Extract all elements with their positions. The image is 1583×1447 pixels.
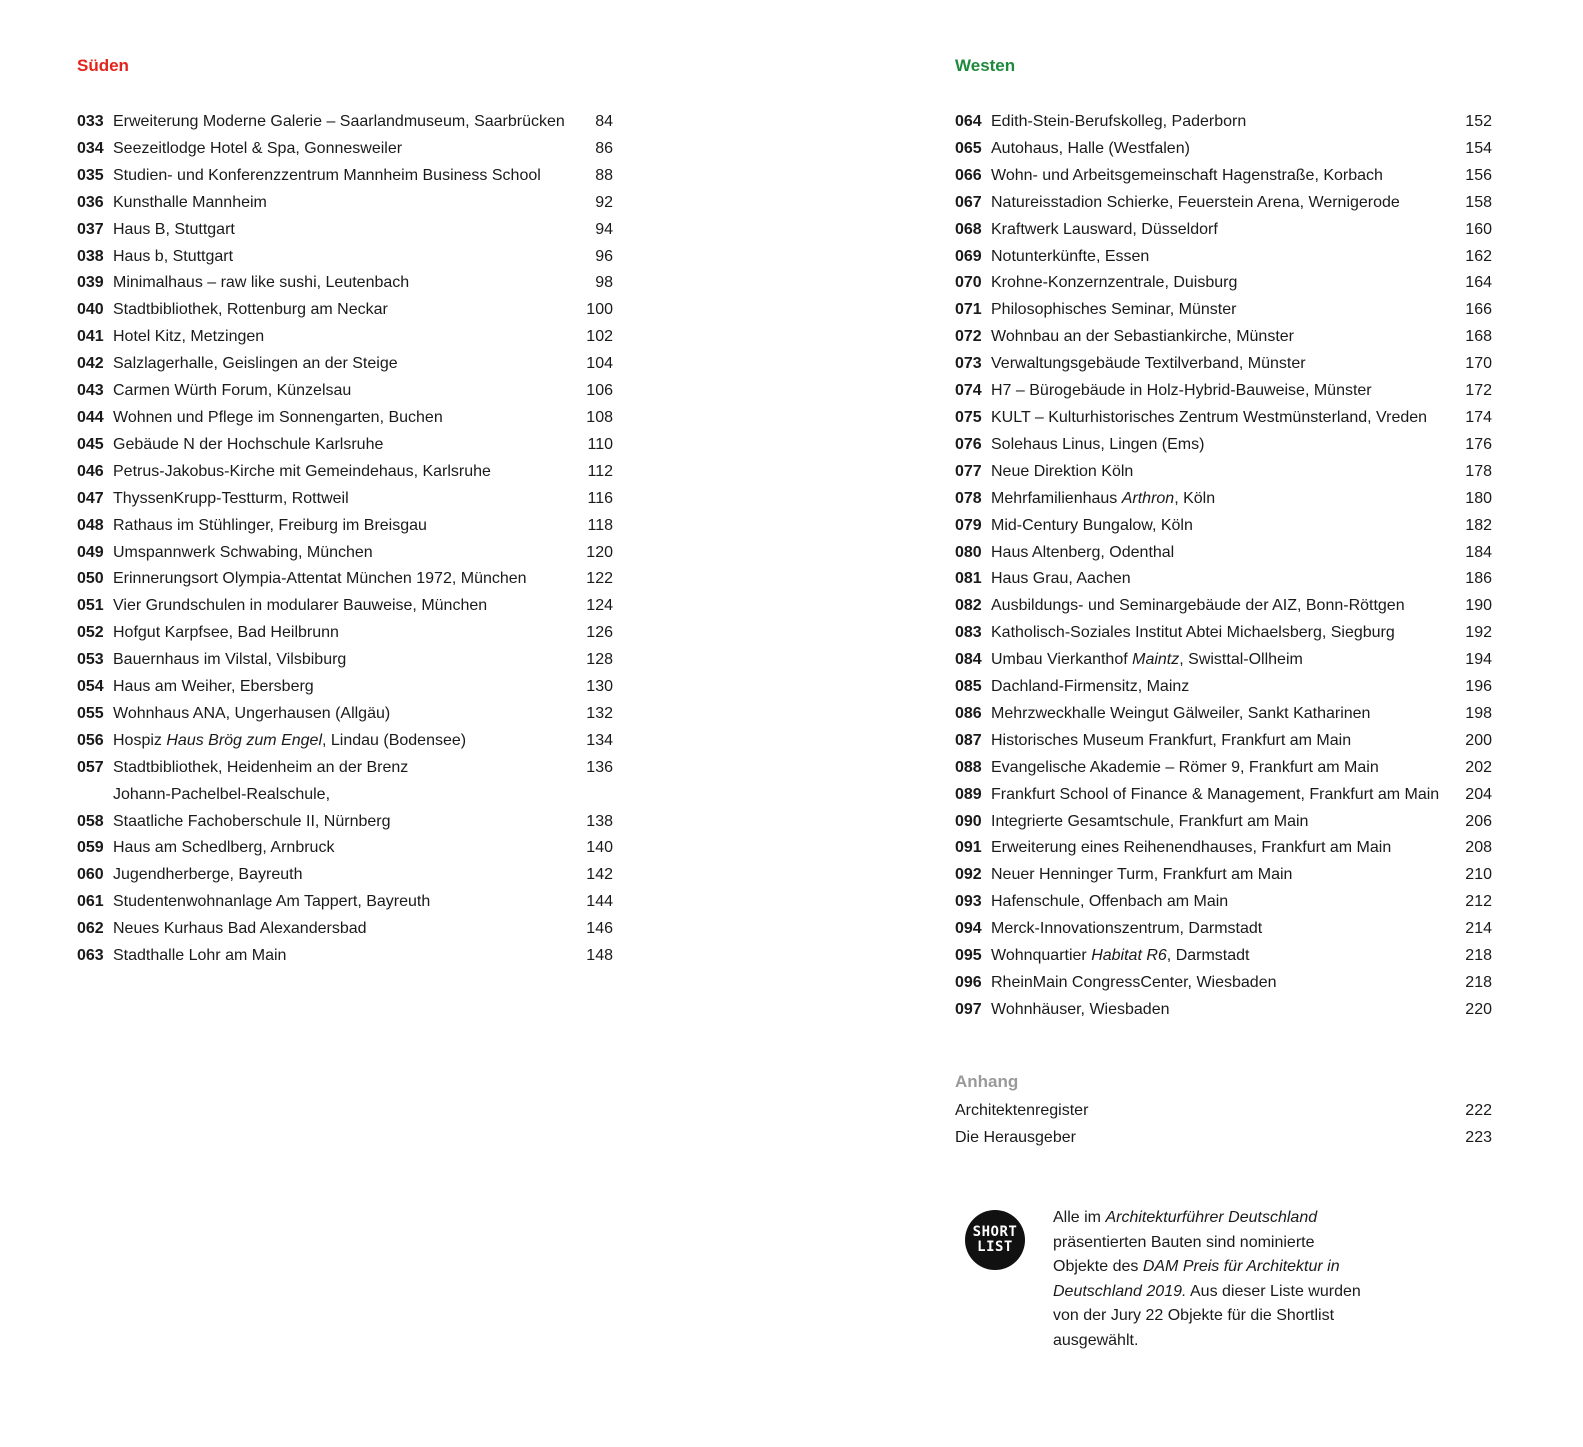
entry-page-number: 176 [1465,435,1492,453]
entry-number: 074 [955,382,982,400]
toc-entry [955,432,1492,459]
toc-entry [955,701,1492,728]
entry-title: Stadthalle Lohr am Main [113,947,287,965]
entry-page-number: 192 [1465,624,1492,642]
toc-entry [955,486,1492,513]
entry-title: Erinnerungsort Olympia-Attentat München 1972, München [113,570,527,588]
entry-title [991,943,1452,970]
toc-entry [955,835,1492,862]
toc-entry [955,916,1492,943]
entry-title: Verwaltungsgebäude Textilverband, Münster [991,355,1306,373]
entry-title: Wohnhäuser, Wiesbaden [991,1000,1170,1018]
entry-title: Historisches Museum Frankfurt, Frankfurt am Main [991,731,1352,749]
entry-title [113,728,573,755]
entry-title: Integrierte Gesamtschule, Frankfurt am Main [991,812,1309,830]
toc-entry [77,916,613,943]
entry-page-number: 170 [1465,355,1492,373]
toc-entry [955,728,1492,755]
entry-number: 053 [77,651,104,669]
entry-title: Merck-Innovationszentrum, Darmstadt [991,920,1263,938]
entry-title: Jugendherberge, Bayreuth [113,866,303,884]
entry-title: Petrus-Jakobus-Kirche mit Gemeindehaus, Karlsruhe [113,462,491,480]
toc-entry [955,190,1492,217]
entry-number: 048 [77,516,104,534]
toc-list-sueden [77,109,613,970]
entry-page-number: 218 [1465,974,1492,991]
entry-number: 090 [955,812,982,830]
entry-number: 045 [77,435,104,453]
entry-page-number: 164 [1465,274,1492,292]
entry-number: 046 [77,462,104,480]
toc-entry [955,647,1492,674]
entry-page-number: 112 [587,462,613,480]
entry-number: 056 [77,731,104,749]
entry-title-post: , Lindau (Bodensee) [322,731,467,749]
entry-page-number: 178 [1465,462,1492,480]
toc-entry [77,513,613,540]
entry-number: 058 [77,812,104,830]
entry-title [991,647,1452,674]
entry-page-number: 94 [595,220,613,238]
entry-title: Gebäude N der Hochschule Karlsruhe [113,435,384,453]
entry-title: Mid-Century Bungalow, Köln [991,516,1193,534]
entry-number: 075 [955,408,982,426]
toc-entry [77,755,613,782]
entry-number: 089 [955,785,982,803]
entry-number: 094 [955,920,982,938]
toc-entry [77,244,613,271]
entry-number: 084 [955,651,982,669]
toc-entry [955,809,1492,836]
toc-entry [77,943,613,970]
entry-title-post: , Köln [1174,489,1216,507]
entry-title: Vier Grundschulen in modularer Bauweise, München [113,597,488,615]
toc-entry [77,136,613,163]
entry-number: 073 [955,355,982,373]
entry-title: Natureisstadion Schierke, Feuerstein Arena, Wernigerode [991,193,1400,211]
entry-page-number: 86 [595,139,613,157]
shortlist-prize-name: DAM Preis für Architektur in Deutschland 2019. [1053,1258,1340,1300]
entry-number: 076 [955,435,982,453]
entry-page-number: 208 [1465,839,1492,857]
toc-entry [77,270,613,297]
entry-number: 086 [955,704,982,722]
entry-page-number: 140 [586,839,613,857]
entry-title: Krohne-Konzernzentrale, Duisburg [991,274,1238,292]
entry-number: 087 [955,731,982,749]
entry-title: Wohnen und Pflege im Sonnengarten, Buchen [113,408,443,426]
entry-number: 062 [77,920,104,938]
entry-page-number: 120 [586,543,613,561]
entry-number: 040 [77,301,104,319]
entry-number: 085 [955,678,982,696]
toc-entry [955,378,1492,405]
shortlist-text-part3: Aus dieser Liste wurden von der Jury 22 Objekte für die Shortlist ausgewählt. [1053,1282,1361,1349]
entry-title [991,486,1452,513]
toc-entry [955,889,1492,916]
toc-entry [77,782,613,836]
entry-title-pre: Hospiz [113,731,167,749]
entry-title: Mehrzweckhalle Weingut Gälweiler, Sankt Katharinen [991,704,1371,722]
toc-entry [955,620,1492,647]
toc-entry [77,728,613,755]
entry-number: 067 [955,193,982,211]
entry-page-number: 194 [1465,651,1492,669]
toc-entry [77,324,613,351]
entry-number: 047 [77,489,104,507]
entry-page-number: 186 [1465,570,1492,588]
entry-number: 091 [955,839,982,857]
entry-title: Katholisch-Soziales Institut Abtei Michaelsberg, Siegburg [991,624,1395,642]
entry-page-number: 128 [586,651,613,669]
shortlist-text-part2: präsentierten Bauten sind nominierte Objekte des [1053,1233,1315,1276]
entry-page-number: 154 [1465,139,1492,157]
toc-entry [955,270,1492,297]
toc-entry [955,997,1492,1024]
toc-entry [77,835,613,862]
entry-page-number: 110 [587,435,613,453]
entry-page-number: 168 [1465,328,1492,346]
entry-number: 049 [77,543,104,561]
entry-title-pre: Umbau Vierkanthof [991,651,1133,669]
entry-number: 038 [77,247,104,265]
shortlist-text [1053,1206,1363,1354]
entry-number: 061 [77,893,104,911]
toc-entry [77,217,613,244]
entry-title: Solehaus Linus, Lingen (Ems) [991,435,1205,453]
entry-page-number: 106 [586,382,613,400]
entry-page-number: 190 [1465,597,1492,615]
toc-entry [955,1125,1492,1152]
entry-number: 052 [77,624,104,642]
entry-title: Kunsthalle Mannheim [113,193,267,211]
toc-entry [955,324,1492,351]
entry-number: 060 [77,866,104,884]
entry-title: Stadtbibliothek, Rottenburg am Neckar [113,301,388,319]
entry-title-italic: Habitat R6 [1091,947,1167,965]
entry-page-number: 126 [586,624,613,642]
entry-page-number: 156 [1465,166,1492,184]
shortlist-book-title: Architekturführer Deutschland [1105,1209,1318,1226]
entry-title-post: , Swisttal-Ollheim [1179,651,1303,669]
entry-number: 050 [77,570,104,588]
entry-number: 042 [77,355,104,373]
entry-number: 065 [955,139,982,157]
entry-page-number: 206 [1465,812,1492,830]
toc-entry [77,432,613,459]
shortlist-badge-line2: LIST [977,1239,1013,1255]
entry-title: Neue Direktion Köln [991,462,1134,480]
entry-number: 059 [77,839,104,857]
toc-entry [77,620,613,647]
toc-entry [77,540,613,567]
entry-page-number: 118 [587,516,613,534]
entry-title: Hotel Kitz, Metzingen [113,328,265,346]
entry-title-post: , Darmstadt [1166,947,1250,965]
entry-title-pre: Mehrfamilienhaus [991,489,1122,507]
toc-entry [77,674,613,701]
entry-page-number: 158 [1465,193,1492,211]
toc-appendix [955,1072,1492,1152]
entry-number: 082 [955,597,982,615]
entry-number: 068 [955,220,982,238]
entry-title-italic: Arthron [1121,489,1175,507]
toc-entry [955,297,1492,324]
entry-page-number: 174 [1465,408,1492,426]
entry-title-line2: Staatliche Fachoberschule II, Nürnberg [113,812,391,830]
entry-title-italic: Haus Brög zum Engel [166,731,322,749]
toc-entry [955,1098,1492,1125]
entry-page-number: 220 [1465,1000,1492,1018]
entry-page-number: 182 [1465,516,1492,534]
entry-page-number: 124 [586,597,613,615]
entry-title: Wohnbau an der Sebastiankirche, Münster [991,328,1294,346]
entry-page-number: 212 [1465,893,1492,911]
toc-entry [955,513,1492,540]
entry-page-number: 223 [1465,1128,1492,1146]
entry-page-number: 108 [586,408,613,426]
entry-page-number: 148 [586,947,613,965]
entry-title: Hafenschule, Offenbach am Main [991,893,1229,911]
entry-number: 093 [955,893,982,911]
toc-entry [77,486,613,513]
entry-number: 081 [955,570,982,588]
entry-number: 078 [955,489,982,507]
entry-title: Bauernhaus im Vilstal, Vilsbiburg [113,651,347,669]
toc-entry [955,593,1492,620]
entry-number: 063 [77,947,104,965]
entry-title: Hofgut Karpfsee, Bad Heilbrunn [113,624,339,642]
entry-number: 054 [77,678,104,696]
entry-number: 064 [955,113,982,130]
entry-title: Stadtbibliothek, Heidenheim an der Brenz [113,758,409,776]
entry-page-number: 210 [1465,866,1492,884]
section-heading-sueden: Süden [77,56,129,75]
entry-page-number: 162 [1465,247,1492,265]
shortlist-badge-line1: SHORT [972,1224,1018,1240]
entry-page-number: 172 [1465,382,1492,400]
entry-page-number: 134 [586,731,613,749]
entry-page-number: 218 [1465,947,1492,965]
toc-entry [77,405,613,432]
entry-title-line1: Johann-Pachelbel-Realschule, [113,785,331,803]
entry-number: 097 [955,1000,982,1018]
entry-title: Haus Altenberg, Odenthal [991,543,1175,561]
toc-entry [955,782,1492,809]
entry-title: Dachland-Firmensitz, Mainz [991,678,1190,696]
entry-number: 037 [77,220,104,238]
entry-title: Minimalhaus – raw like sushi, Leutenbach [113,274,410,292]
toc-entry [77,459,613,486]
entry-page-number: 132 [586,704,613,722]
entry-title: Salzlagerhalle, Geislingen an der Steige [113,355,398,373]
entry-page-number: 202 [1465,758,1492,776]
entry-page-number: 198 [1465,704,1492,722]
toc-entry [955,136,1492,163]
entry-title: Seezeitlodge Hotel & Spa, Gonnesweiler [113,139,403,157]
entry-number: 096 [955,974,982,991]
entry-title: Wohn- und Arbeitsgemeinschaft Hagenstraße, Korbach [991,166,1383,184]
entry-title: Studien- und Konferenzzentrum Mannheim Business School [113,166,541,184]
entry-number: 036 [77,193,104,211]
entry-page-number: 160 [1465,220,1492,238]
toc-entry [955,217,1492,244]
entry-number: 043 [77,382,104,400]
entry-title: RheinMain CongressCenter, Wiesbaden [991,974,1277,991]
entry-page-number: 180 [1465,489,1492,507]
entry-number: 088 [955,758,982,776]
entry-title: Ausbildungs- und Seminargebäude der AIZ, Bonn-Röttgen [991,597,1405,615]
entry-page-number: 102 [586,328,613,346]
entry-page-number: 130 [586,678,613,696]
entry-number: 041 [77,328,104,346]
entry-number: 095 [955,947,982,965]
entry-title: KULT – Kulturhistorisches Zentrum Westmünsterland, Vreden [991,408,1428,426]
entry-title: Haus B, Stuttgart [113,220,235,238]
toc-entry [955,970,1492,997]
entry-page-number: 104 [586,355,613,373]
toc-entry [955,540,1492,567]
entry-number: 079 [955,516,982,534]
entry-title-pre: Wohnquartier [991,947,1092,965]
toc-entry [77,862,613,889]
entry-title: Haus b, Stuttgart [113,247,234,265]
toc-entry [77,566,613,593]
entry-page-number: 100 [586,301,613,319]
entry-title: Architektenregister [955,1102,1089,1119]
shortlist-text-part1: Alle im [1053,1209,1106,1226]
entry-page-number: 196 [1465,678,1492,696]
entry-title: ThyssenKrupp-Testturm, Rottweil [113,489,349,507]
entry-title: Die Herausgeber [955,1128,1076,1146]
entry-title-italic: Maintz [1132,651,1180,669]
entry-number: 070 [955,274,982,292]
toc-entry [955,459,1492,486]
entry-page-number: 200 [1465,731,1492,749]
toc-entry [77,701,613,728]
toc-entry [77,593,613,620]
toc-entry [77,647,613,674]
toc-entry [77,163,613,190]
entry-page-number: 166 [1465,301,1492,319]
entry-page-number: 136 [586,758,613,776]
entry-page-number: 222 [1465,1102,1492,1119]
entry-number: 055 [77,704,104,722]
entry-number: 035 [77,166,104,184]
toc-list-westen [955,109,1492,1024]
entry-page-number: 96 [595,247,613,265]
entry-title: Neuer Henninger Turm, Frankfurt am Main [991,866,1293,884]
toc-entry [955,109,1492,136]
toc-entry [955,351,1492,378]
entry-page-number: 122 [586,570,613,588]
toc-entry [955,566,1492,593]
entry-title: Studentenwohnanlage Am Tappert, Bayreuth [113,893,431,911]
entry-title: Edith-Stein-Berufskolleg, Paderborn [991,113,1247,130]
entry-number: 033 [77,113,104,130]
toc-entry [955,405,1492,432]
entry-number: 071 [955,301,982,319]
entry-number: 069 [955,247,982,265]
entry-title: Erweiterung eines Reihenendhauses, Frankfurt am Main [991,839,1392,857]
entry-title: Kraftwerk Lausward, Düsseldorf [991,220,1218,238]
entry-number: 057 [77,758,104,776]
toc-entry [77,378,613,405]
entry-title: H7 – Bürogebäude in Holz-Hybrid-Bauweise, Münster [991,382,1372,400]
toc-entry [955,755,1492,782]
entry-page-number: 152 [1465,113,1492,130]
entry-page-number: 146 [586,920,613,938]
entry-title: Wohnhaus ANA, Ungerhausen (Allgäu) [113,704,391,722]
entry-number: 044 [77,408,104,426]
entry-page-number: 138 [586,812,613,830]
entry-title: Notunterkünfte, Essen [991,247,1150,265]
section-heading-anhang: Anhang [955,1072,1019,1091]
toc-entry [77,351,613,378]
entry-page-number: 214 [1465,920,1492,938]
entry-page-number: 144 [586,893,613,911]
entry-title: Autohaus, Halle (Westfalen) [991,139,1190,157]
entry-page-number: 142 [586,866,613,884]
entry-page-number: 204 [1465,785,1492,803]
entry-title: Haus am Weiher, Ebersberg [113,678,314,696]
entry-page-number: 88 [595,166,613,184]
entry-number: 066 [955,166,982,184]
entry-number: 080 [955,543,982,561]
entry-page-number: 92 [595,193,613,211]
entry-title: Evangelische Akademie – Römer 9, Frankfurt am Main [991,758,1379,776]
toc-entry [77,109,613,136]
toc-entry [955,674,1492,701]
entry-title: Carmen Würth Forum, Künzelsau [113,382,352,400]
entry-number: 083 [955,624,982,642]
entry-title: Haus am Schedlberg, Arnbruck [113,839,335,857]
toc-entry [955,862,1492,889]
entry-number: 092 [955,866,982,884]
entry-page-number: 116 [587,489,613,507]
toc-column-sueden [77,56,613,970]
shortlist-note [965,1206,1365,1366]
entry-title: Rathaus im Stühlinger, Freiburg im Breisgau [113,516,427,534]
toc-entry [955,163,1492,190]
entry-page-number: 98 [595,274,613,292]
toc-entry [955,943,1492,970]
entry-title [113,782,573,836]
entry-number: 051 [77,597,104,615]
section-heading-westen: Westen [955,56,1016,75]
toc-entry [77,190,613,217]
entry-title: Erweiterung Moderne Galerie – Saarlandmuseum, Saarbrücken [113,113,565,130]
entry-number: 034 [77,139,104,157]
toc-column-westen [955,56,1492,1024]
toc-entry [955,244,1492,271]
toc-entry [77,889,613,916]
shortlist-badge-icon [965,1210,1025,1270]
entry-number: 077 [955,462,982,480]
entry-title: Philosophisches Seminar, Münster [991,301,1237,319]
entry-page-number: 184 [1465,543,1492,561]
entry-title: Neues Kurhaus Bad Alexandersbad [113,920,367,938]
entry-number: 039 [77,274,104,292]
entry-title: Haus Grau, Aachen [991,570,1131,588]
toc-list-anhang [955,1098,1492,1152]
toc-entry [77,297,613,324]
entry-title: Umspannwerk Schwabing, München [113,543,373,561]
entry-page-number: 84 [595,113,613,130]
entry-title: Frankfurt School of Finance & Management, Frankfurt am Main [991,785,1440,803]
entry-number: 072 [955,328,982,346]
